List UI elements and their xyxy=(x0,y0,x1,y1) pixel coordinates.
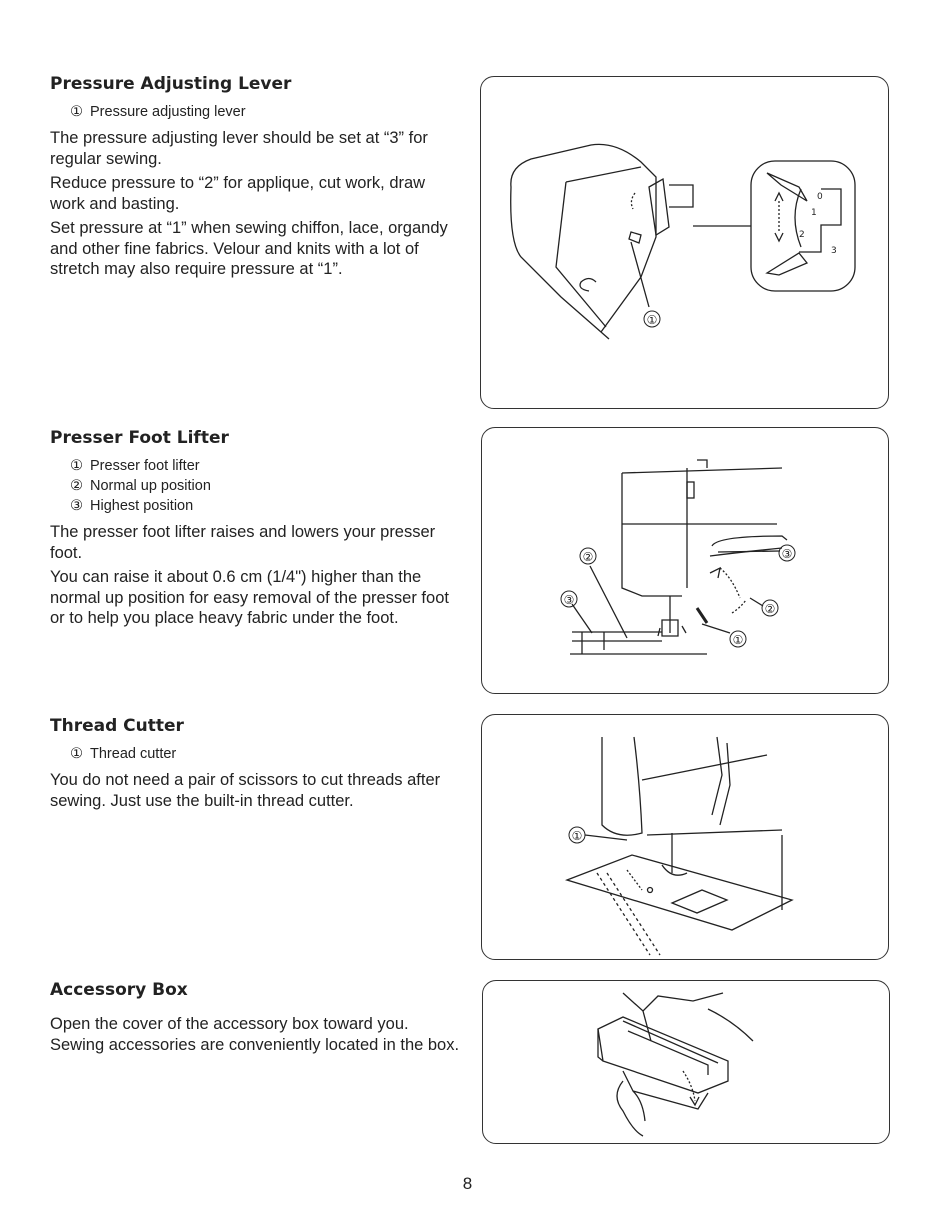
svg-text:3: 3 xyxy=(831,246,837,256)
presser-foot-lifter-illustration xyxy=(482,428,888,693)
figure-accessory-box xyxy=(482,980,890,1144)
body-paragraph: Open the cover of the accessory box toward you. Sewing accessories are conveniently located in the box. xyxy=(50,1015,460,1054)
pressure-lever-illustration xyxy=(481,77,888,408)
figure-pressure-adjusting-lever xyxy=(480,76,889,409)
parts-list xyxy=(70,744,460,764)
body-paragraph: You do not need a pair of scissors to cut threads after sewing. Just use the built-in thread cutter. xyxy=(50,771,441,810)
section-heading: Presser Foot Lifter xyxy=(50,428,229,448)
parts-list-item: ① Pressure adjusting lever xyxy=(70,104,246,120)
body-paragraph: Set pressure at “1” when sewing chiffon, lace, organdy and other fine fabrics. Velour and knits with a lot of stretch may also require pressure at “1”. xyxy=(50,219,448,278)
callout-3-left: ③ xyxy=(563,593,575,607)
svg-text:1: 1 xyxy=(811,208,817,218)
section-heading: Pressure Adjusting Lever xyxy=(50,74,292,94)
callout-1: ① xyxy=(732,633,744,647)
svg-text:0: 0 xyxy=(817,192,823,202)
parts-list xyxy=(70,456,460,516)
section-accessory-box xyxy=(50,980,460,1059)
body-paragraph: Reduce pressure to “2” for applique, cut work, draw work and basting. xyxy=(50,174,426,213)
page-number: 8 xyxy=(462,1174,473,1193)
thread-cutter-illustration xyxy=(482,715,888,959)
callout-2-left: ② xyxy=(582,550,594,564)
callout-1: ① xyxy=(646,313,658,327)
section-thread-cutter xyxy=(50,716,460,815)
parts-list-item: ① Thread cutter xyxy=(70,746,177,762)
callout-3-right: ③ xyxy=(781,547,793,561)
callout-1: ① xyxy=(571,829,583,843)
section-presser-foot-lifter xyxy=(50,428,460,633)
svg-text:2: 2 xyxy=(799,230,805,240)
section-heading: Accessory Box xyxy=(50,980,188,1000)
figure-presser-foot-lifter xyxy=(481,427,889,694)
body-paragraph: The presser foot lifter raises and lowers your presser foot. xyxy=(50,523,436,562)
parts-list-item: ① Presser foot lifter xyxy=(70,458,200,474)
body-paragraph: You can raise it about 0.6 cm (1/4") higher than the normal up position for easy removal of the presser foot or to help you place heavy fabric under the foot. xyxy=(50,568,449,627)
section-pressure-adjusting-lever xyxy=(50,74,460,284)
parts-list-item: ③ Highest position xyxy=(70,498,194,514)
parts-list xyxy=(70,102,460,122)
callout-2-right: ② xyxy=(764,602,776,616)
section-heading: Thread Cutter xyxy=(50,716,184,736)
accessory-box-illustration xyxy=(483,981,889,1143)
body-paragraph: The pressure adjusting lever should be set at “3” for regular sewing. xyxy=(50,129,428,168)
figure-thread-cutter xyxy=(481,714,889,960)
parts-list-item: ② Normal up position xyxy=(70,478,211,494)
